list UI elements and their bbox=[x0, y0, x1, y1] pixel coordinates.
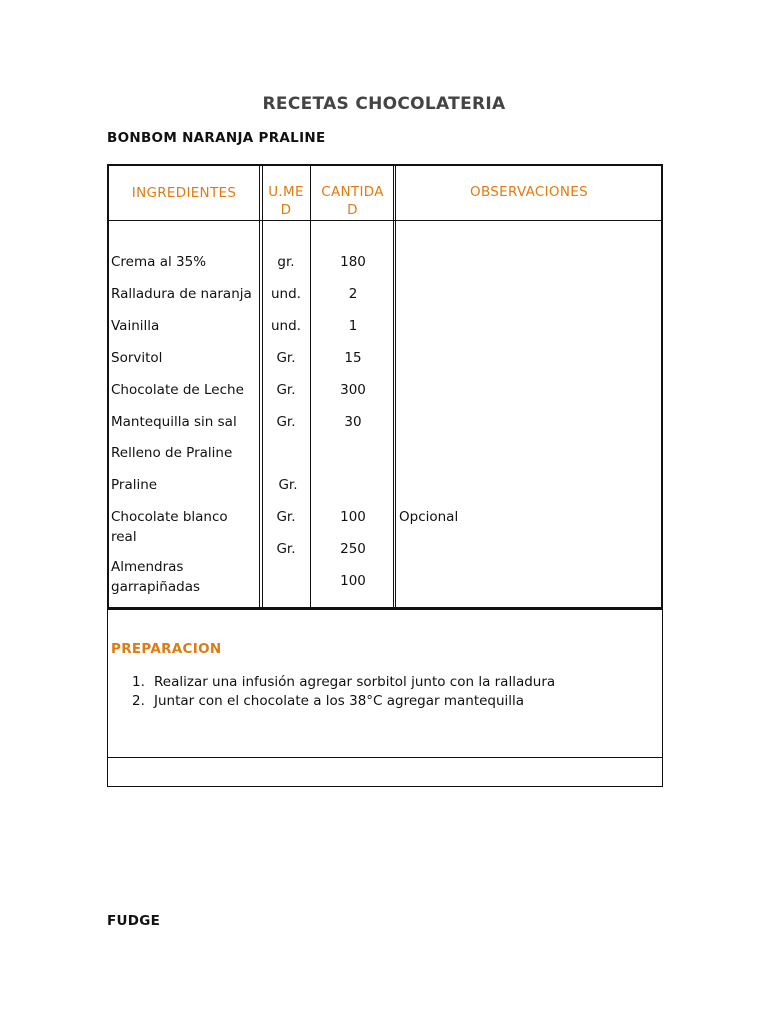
quantity-cell: 100 bbox=[340, 573, 366, 589]
quantity-cell: 300 bbox=[340, 382, 366, 398]
quantity-cell: 250 bbox=[340, 541, 366, 557]
step-number: 1. bbox=[132, 674, 145, 690]
quantity-cell: 15 bbox=[344, 350, 362, 366]
quantity-cell: 2 bbox=[348, 286, 358, 302]
preparation-step bbox=[132, 673, 555, 692]
header-qty-line2: D bbox=[347, 202, 358, 218]
column-divider bbox=[259, 166, 260, 607]
observation-cell: Opcional bbox=[399, 509, 459, 525]
header-unit-line1: U.ME bbox=[268, 184, 304, 200]
next-recipe-name: FUDGE bbox=[107, 913, 161, 929]
ingredient-cell: Sorvitol bbox=[111, 350, 163, 366]
header-observations: OBSERVACIONES bbox=[470, 184, 588, 200]
ingredients-table bbox=[107, 164, 663, 609]
preparation-box bbox=[107, 609, 663, 787]
column-divider bbox=[395, 166, 396, 607]
unit-cell: und. bbox=[271, 286, 301, 302]
unit-cell: und. bbox=[271, 318, 301, 334]
unit-cell: Gr. bbox=[276, 382, 296, 398]
preparation-title: PREPARACION bbox=[111, 641, 222, 657]
quantity-cell: 1 bbox=[348, 318, 358, 334]
recipe-name: BONBOM NARANJA PRALINE bbox=[107, 130, 326, 146]
header-qty-line1: CANTIDA bbox=[321, 184, 384, 200]
ingredient-cell: Mantequilla sin sal bbox=[111, 414, 237, 430]
column-divider bbox=[310, 166, 311, 607]
ingredient-cell: Almendras garrapiñadas bbox=[111, 559, 201, 595]
ingredient-cell: Chocolate de Leche bbox=[111, 382, 244, 398]
document-title: RECETAS CHOCOLATERIA bbox=[262, 94, 506, 114]
step-text: Juntar con el chocolate a los 38°C agregar mantequilla bbox=[154, 693, 525, 709]
quantity-cell: 30 bbox=[344, 414, 362, 430]
header-quantity bbox=[312, 183, 393, 219]
header-divider bbox=[109, 220, 661, 221]
quantity-cell: 100 bbox=[340, 509, 366, 525]
ingredient-cell: Ralladura de naranja bbox=[111, 286, 252, 302]
column-divider bbox=[393, 166, 394, 607]
preparation-step bbox=[132, 692, 555, 711]
ingredient-cell: Praline bbox=[111, 477, 158, 493]
ingredient-cell: Relleno de Praline bbox=[111, 445, 233, 461]
step-text: Realizar una infusión agregar sorbitol junto con la ralladura bbox=[154, 674, 556, 690]
ingredient-cell: Vainilla bbox=[111, 318, 160, 334]
unit-cell: gr. bbox=[277, 254, 295, 270]
unit-cell: Gr. bbox=[276, 541, 296, 557]
unit-cell: Gr. bbox=[276, 350, 296, 366]
ingredient-cell: Chocolate blanco real bbox=[111, 509, 228, 545]
ingredient-cell: Crema al 35% bbox=[111, 254, 207, 270]
preparation-divider bbox=[108, 757, 662, 758]
quantity-cell: 180 bbox=[340, 254, 366, 270]
preparation-steps bbox=[132, 673, 555, 711]
unit-cell: Gr. bbox=[276, 509, 296, 525]
step-number: 2. bbox=[132, 693, 145, 709]
unit-cell: Gr. bbox=[276, 414, 296, 430]
header-unit-line2: D bbox=[280, 202, 292, 218]
header-unit bbox=[262, 183, 310, 219]
header-ingredients: INGREDIENTES bbox=[131, 185, 237, 201]
unit-cell: Gr. bbox=[278, 477, 298, 493]
